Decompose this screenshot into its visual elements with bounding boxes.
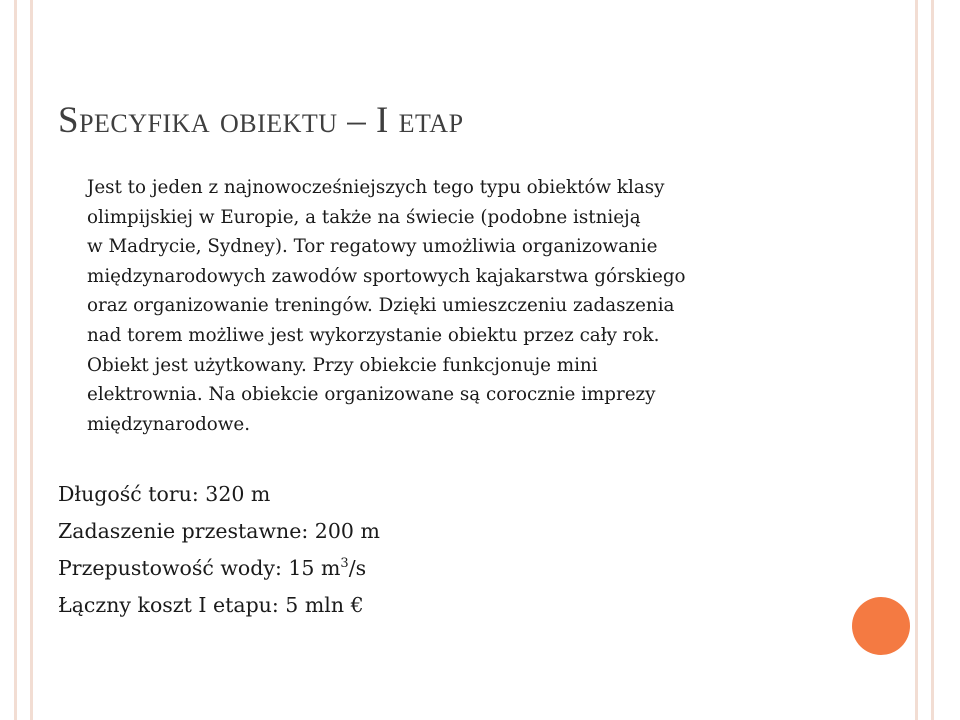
spec-flow-text: Przepustowość wody: 15 m: [58, 556, 341, 580]
description-line: międzynarodowe.: [87, 413, 251, 435]
right-frame-line-outer: [931, 0, 934, 720]
left-frame-line-inner: [30, 0, 33, 720]
description-line: oraz organizowanie treningów. Dzięki umieszczeniu zadaszenia: [87, 295, 675, 317]
accent-dot: [852, 597, 910, 655]
description-line: Jest to jeden z najnowocześniejszych tego typu obiektów klasy: [87, 177, 665, 198]
description-line: elektrownia. Na obiekcie organizowane są corocznie imprezy: [87, 384, 656, 406]
description-line: Obiekt jest użytkowany. Przy obiekcie funkcjonuje mini: [87, 354, 598, 376]
spec-flow-unit: /s: [348, 556, 367, 580]
right-frame-line-inner: [915, 0, 918, 720]
specs-list: [58, 478, 380, 626]
description-line: międzynarodowych zawodów sportowych kajakarstwa górskiego: [87, 265, 686, 287]
description-line: w Madrycie, Sydney). Tor regatowy umożliwia organizowanie: [87, 236, 658, 258]
description-line: nad torem możliwe jest wykorzystanie obiektu przez cały rok.: [87, 324, 660, 346]
spec-cost: Łączny koszt I etapu: 5 mln €: [58, 593, 364, 617]
spec-flow: [58, 552, 380, 589]
left-frame-line-outer: [14, 0, 17, 720]
spec-roof: Zadaszenie przestawne: 200 m: [58, 519, 380, 543]
slide-title: Specyfika obiektu – I etap: [58, 100, 464, 141]
description-line: olimpijskiej w Europie, a także na świecie (podobne istnieją: [87, 206, 641, 228]
spec-flow-exponent: 3: [340, 556, 349, 571]
spec-length: Długość toru: 320 m: [58, 482, 271, 506]
description-paragraph: [58, 173, 798, 439]
